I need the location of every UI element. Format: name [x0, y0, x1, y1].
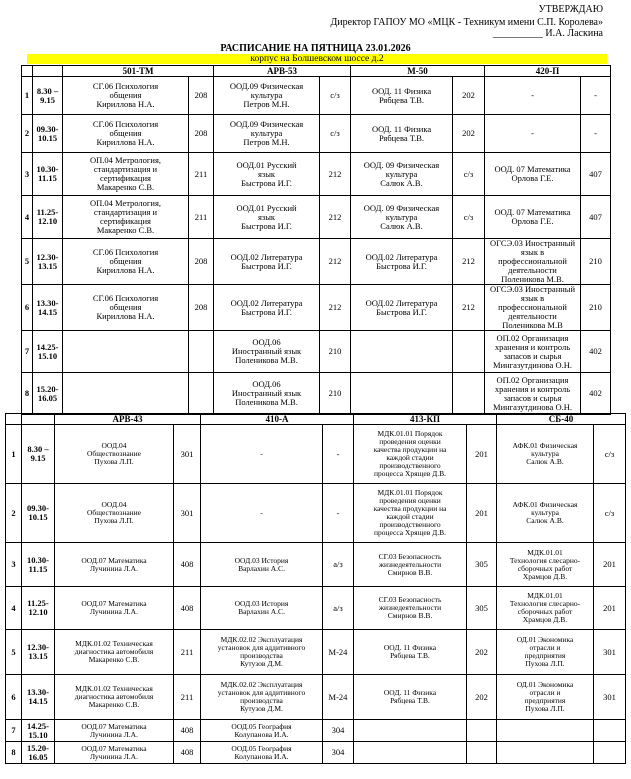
corner-cell: [33, 66, 63, 77]
room-cell: 304: [323, 742, 354, 764]
subject-cell: ООД.05 География Колупанова И.А.: [201, 742, 323, 764]
room-cell: [594, 742, 626, 764]
room-cell: [189, 373, 214, 415]
subject-cell: ООД.04 Обществознание Пухова Л.П.: [55, 425, 174, 484]
subject-cell: ОП.02 Организация хранения и контроль запасов и сырья Мингазутдинова О.Н.: [485, 331, 581, 373]
subject-cell: ООД.07 Математика Лучинина Л.А.: [55, 720, 174, 742]
room-cell: 408: [174, 543, 201, 587]
subject-cell: СГ.06 Психология общения Кириллова Н.А.: [63, 77, 189, 115]
lesson-time: 8.30 – 9.15: [22, 425, 55, 484]
subject-cell: МДК.01.01 Технология слесарно- сборочных работ Храмцов Д.В.: [497, 587, 594, 630]
room-cell: 407: [581, 196, 611, 239]
room-cell: 208: [189, 115, 214, 153]
lesson-number: 3: [22, 153, 33, 196]
group-name: 413-КП: [354, 414, 497, 425]
lesson-time: 12.30- 13.15: [33, 239, 63, 285]
subject-cell: ОД.01 Экономика отрасли и предприятия Пухова Л.П.: [497, 630, 594, 675]
lesson-number: 2: [22, 115, 33, 153]
lesson-time: 09.30- 10.15: [22, 484, 55, 543]
lesson-time: 09.30- 10.15: [33, 115, 63, 153]
lesson-row: [6, 675, 626, 720]
room-cell: 211: [174, 630, 201, 675]
subject-cell: ООД.02 Литература Быстрова И.Г.: [214, 285, 320, 331]
subject-cell: [351, 331, 453, 373]
lesson-time: 11.25- 12.10: [33, 196, 63, 239]
subject-cell: СГ.03 Безопасность жизнедеятельности Смирнов В.В.: [354, 587, 467, 630]
lesson-row: [22, 331, 611, 373]
lesson-number: 8: [22, 373, 33, 415]
subject-cell: ОП.04 Метрология, стандартизация и сертификация Макаренко С.В.: [63, 153, 189, 196]
subject-cell: ООД. 11 Физика Рябцева Т.В.: [354, 675, 467, 720]
lesson-time: 8.30 – 9.15: [33, 77, 63, 115]
lesson-number: 1: [6, 425, 22, 484]
lesson-time: 14.25- 15.10: [33, 331, 63, 373]
lesson-time: 15.20- 16.05: [22, 742, 55, 764]
group-name: СБ-40: [497, 414, 626, 425]
subject-cell: СГ.03 Безопасность жизнедеятельности Смирнов В.В.: [354, 543, 467, 587]
room-cell: 208: [189, 77, 214, 115]
lesson-number: 7: [22, 331, 33, 373]
room-cell: 202: [467, 675, 497, 720]
room-cell: 212: [453, 239, 485, 285]
room-cell: 212: [320, 196, 351, 239]
room-cell: 211: [189, 153, 214, 196]
room-cell: 212: [320, 239, 351, 285]
lesson-number: 1: [22, 77, 33, 115]
subject-cell: ООД.02 Литература Быстрова И.Г.: [351, 285, 453, 331]
lesson-time: 13.30- 14.15: [33, 285, 63, 331]
subject-cell: ООД. 07 Математика Орлова Г.Е.: [485, 153, 581, 196]
subject-cell: ООД.05 География Колупанова И.А.: [201, 720, 323, 742]
subject-cell: СГ.06 Психология общения Кириллова Н.А.: [63, 285, 189, 331]
corner-cell: [22, 66, 33, 77]
room-cell: -: [323, 484, 354, 543]
subject-cell: МДК.02.02 Эксплуатация установок для аддитивного производства Кутузов Д.М.: [201, 675, 323, 720]
room-cell: [189, 331, 214, 373]
room-cell: 305: [467, 587, 497, 630]
room-cell: 210: [581, 239, 611, 285]
subject-cell: ОП.04 Метрология, стандартизация и сертификация Макаренко С.В.: [63, 196, 189, 239]
subject-cell: МДК.01.02 Техническая диагностика автомобиля Макаренко С.В.: [55, 630, 174, 675]
lesson-time: 13.30- 14.15: [22, 675, 55, 720]
lesson-number: 3: [6, 543, 22, 587]
subject-cell: -: [485, 77, 581, 115]
room-cell: 212: [453, 285, 485, 331]
lesson-row: [22, 373, 611, 415]
group-header-row: [6, 414, 626, 425]
room-cell: 210: [581, 285, 611, 331]
lesson-row: [22, 239, 611, 285]
lesson-number: 8: [6, 742, 22, 764]
room-cell: 408: [174, 587, 201, 630]
lesson-number: 7: [6, 720, 22, 742]
subject-cell: ООД.03 История Варлахин А.С.: [201, 543, 323, 587]
room-cell: 301: [594, 630, 626, 675]
room-cell: с/з: [453, 153, 485, 196]
page-title: РАСПИСАНИЕ НА ПЯТНИЦА 23.01.2026: [220, 43, 411, 54]
room-cell: 301: [174, 484, 201, 543]
subject-cell: ООД. 09 Физическая культура Салюк А.В.: [351, 196, 453, 239]
lesson-number: 6: [6, 675, 22, 720]
subject-cell: [354, 742, 467, 764]
room-cell: 212: [320, 285, 351, 331]
lesson-row: [6, 425, 626, 484]
subject-cell: ООД.03 История Варлахин А.С.: [201, 587, 323, 630]
subject-cell: ООД. 11 Физика Рябцева Т.В.: [354, 630, 467, 675]
room-cell: 407: [581, 153, 611, 196]
subject-cell: МДК.01.01 Технология слесарно- сборочных работ Храмцов Д.В.: [497, 543, 594, 587]
subject-cell: МДК.01.01 Порядок проведения оценки качества продукции на каждой стадии производственного процесса Хрящев Д.В.: [354, 425, 467, 484]
room-cell: -: [323, 425, 354, 484]
group-header-row: [22, 66, 611, 77]
group-name: 410-А: [201, 414, 354, 425]
room-cell: 208: [189, 239, 214, 285]
subject-cell: ООД.07 Математика Лучинина Л.А.: [55, 587, 174, 630]
subject-cell: СГ.06 Психология общения Кириллова Н.А.: [63, 115, 189, 153]
lesson-time: 10.30- 11.15: [22, 543, 55, 587]
lesson-row: [6, 720, 626, 742]
lesson-row: [6, 543, 626, 587]
subject-cell: [63, 331, 189, 373]
room-cell: с/з: [594, 484, 626, 543]
lesson-time: 11.25- 12.10: [22, 587, 55, 630]
approve-label: УТВЕРЖДАЮ: [538, 4, 603, 15]
lesson-row: [22, 196, 611, 239]
room-cell: 408: [174, 742, 201, 764]
subject-cell: ООД.07 Математика Лучинина Л.А.: [55, 742, 174, 764]
subject-cell: [354, 720, 467, 742]
lesson-number: 2: [6, 484, 22, 543]
lesson-row: [6, 587, 626, 630]
subject-cell: АФК.01 Физическая культура Салюк А.В.: [497, 484, 594, 543]
lesson-number: 4: [6, 587, 22, 630]
lesson-row: [6, 484, 626, 543]
room-cell: с/з: [320, 115, 351, 153]
lesson-row: [22, 115, 611, 153]
subject-cell: ОП.02 Организация хранения и контроль запасов и сырья Мингазутдинова О.Н.: [485, 373, 581, 415]
subject-cell: ООД.02 Литература Быстрова И.Г.: [351, 239, 453, 285]
subject-cell: ООД.04 Обществознание Пухова Л.П.: [55, 484, 174, 543]
subject-cell: СГ.06 Психология общения Кириллова Н.А.: [63, 239, 189, 285]
room-cell: 402: [581, 373, 611, 415]
lesson-number: 4: [22, 196, 33, 239]
lesson-time: 14.25- 15.10: [22, 720, 55, 742]
group-name: 501-ТМ: [63, 66, 214, 77]
room-cell: [453, 331, 485, 373]
group-name: АРВ-53: [214, 66, 351, 77]
room-cell: 201: [594, 587, 626, 630]
subject-cell: ООД.06 Иностранный язык Поленикова М.В.: [214, 373, 320, 415]
room-cell: 211: [174, 675, 201, 720]
subject-cell: ООД. 11 Физика Рябцева Т.В.: [351, 77, 453, 115]
room-cell: [453, 373, 485, 415]
subject-cell: ООД.07 Математика Лучинина Л.А.: [55, 543, 174, 587]
group-name: М-50: [351, 66, 485, 77]
subject-cell: -: [201, 484, 323, 543]
room-cell: 210: [320, 373, 351, 415]
lesson-time: 10.30- 11.15: [33, 153, 63, 196]
corner-cell: [22, 414, 55, 425]
subject-cell: ООД.09 Физическая культура Петров М.Н.: [214, 77, 320, 115]
subject-cell: МДК.01.02 Техническая диагностика автомобиля Макаренко С.В.: [55, 675, 174, 720]
subject-cell: ООД.09 Физическая культура Петров М.Н.: [214, 115, 320, 153]
subject-cell: [497, 720, 594, 742]
lesson-row: [6, 630, 626, 675]
lesson-number: 5: [6, 630, 22, 675]
building-subtitle: корпус на Болшевском шоссе д.2: [27, 54, 607, 64]
subject-cell: ООД.01 Русский язык Быстрова И.Г.: [214, 196, 320, 239]
room-cell: 210: [320, 331, 351, 373]
subject-cell: ОГСЭ.03 Иностранный язык в профессиональной деятельности Поленикова М.В: [485, 285, 581, 331]
subject-cell: МДК.02.02 Эксплуатация установок для аддитивного производства Кутузов Д.М.: [201, 630, 323, 675]
group-name: АРВ-43: [55, 414, 201, 425]
room-cell: 304: [323, 720, 354, 742]
room-cell: с/з: [594, 425, 626, 484]
subject-cell: ООД.02 Литература Быстрова И.Г.: [214, 239, 320, 285]
signature-line: __________ И.А. Ласкина: [492, 28, 603, 39]
room-cell: 301: [174, 425, 201, 484]
room-cell: 402: [581, 331, 611, 373]
room-cell: 202: [453, 115, 485, 153]
subject-cell: ООД.01 Русский язык Быстрова И.Г.: [214, 153, 320, 196]
room-cell: 408: [174, 720, 201, 742]
lesson-row: [22, 77, 611, 115]
subject-cell: -: [201, 425, 323, 484]
lesson-number: 5: [22, 239, 33, 285]
lesson-row: [22, 285, 611, 331]
room-cell: с/з: [320, 77, 351, 115]
room-cell: 208: [189, 285, 214, 331]
lesson-time: 15.20- 16.05: [33, 373, 63, 415]
room-cell: М-24: [323, 675, 354, 720]
room-cell: 211: [189, 196, 214, 239]
schedule-table-2: [5, 413, 626, 764]
subject-cell: АФК.01 Физическая культура Салюк А.В.: [497, 425, 594, 484]
corner-cell: [6, 414, 22, 425]
room-cell: [467, 742, 497, 764]
room-cell: 212: [320, 153, 351, 196]
lesson-row: [22, 153, 611, 196]
room-cell: 201: [467, 484, 497, 543]
subject-cell: ОГСЭ.03 Иностранный язык в профессиональной деятельности Поленикова М.В.: [485, 239, 581, 285]
director-line: Директор ГАПОУ МО «МЦК - Техникум имени С.П. Королева»: [330, 17, 603, 28]
subject-cell: [497, 742, 594, 764]
room-cell: 202: [453, 77, 485, 115]
room-cell: 201: [594, 543, 626, 587]
subject-cell: ООД. 09 Физическая культура Салюк А.В.: [351, 153, 453, 196]
room-cell: 202: [467, 630, 497, 675]
subject-cell: ООД. 07 Математика Орлова Г.Е.: [485, 196, 581, 239]
room-cell: -: [581, 115, 611, 153]
subject-cell: [63, 373, 189, 415]
lesson-number: 6: [22, 285, 33, 331]
subject-cell: [351, 373, 453, 415]
room-cell: 201: [467, 425, 497, 484]
subject-cell: -: [485, 115, 581, 153]
room-cell: с/з: [453, 196, 485, 239]
room-cell: 305: [467, 543, 497, 587]
room-cell: [467, 720, 497, 742]
group-name: 420-П: [485, 66, 611, 77]
subject-cell: МДК.01.01 Порядок проведения оценки качества продукции на каждой стадии производственного процесса Хрящев Д.В.: [354, 484, 467, 543]
schedule-table-1: [21, 65, 611, 415]
room-cell: М-24: [323, 630, 354, 675]
lesson-time: 12.30- 13.15: [22, 630, 55, 675]
subject-cell: ОД.01 Экономика отрасли и предприятия Пухова Л.П.: [497, 675, 594, 720]
room-cell: а/з: [323, 543, 354, 587]
lesson-row: [6, 742, 626, 764]
room-cell: -: [581, 77, 611, 115]
room-cell: 301: [594, 675, 626, 720]
subject-cell: ООД.06 Иностранный язык Поленикова М.В.: [214, 331, 320, 373]
subject-cell: ООД. 11 Физика Рябцева Т.В.: [351, 115, 453, 153]
room-cell: [594, 720, 626, 742]
room-cell: а/з: [323, 587, 354, 630]
